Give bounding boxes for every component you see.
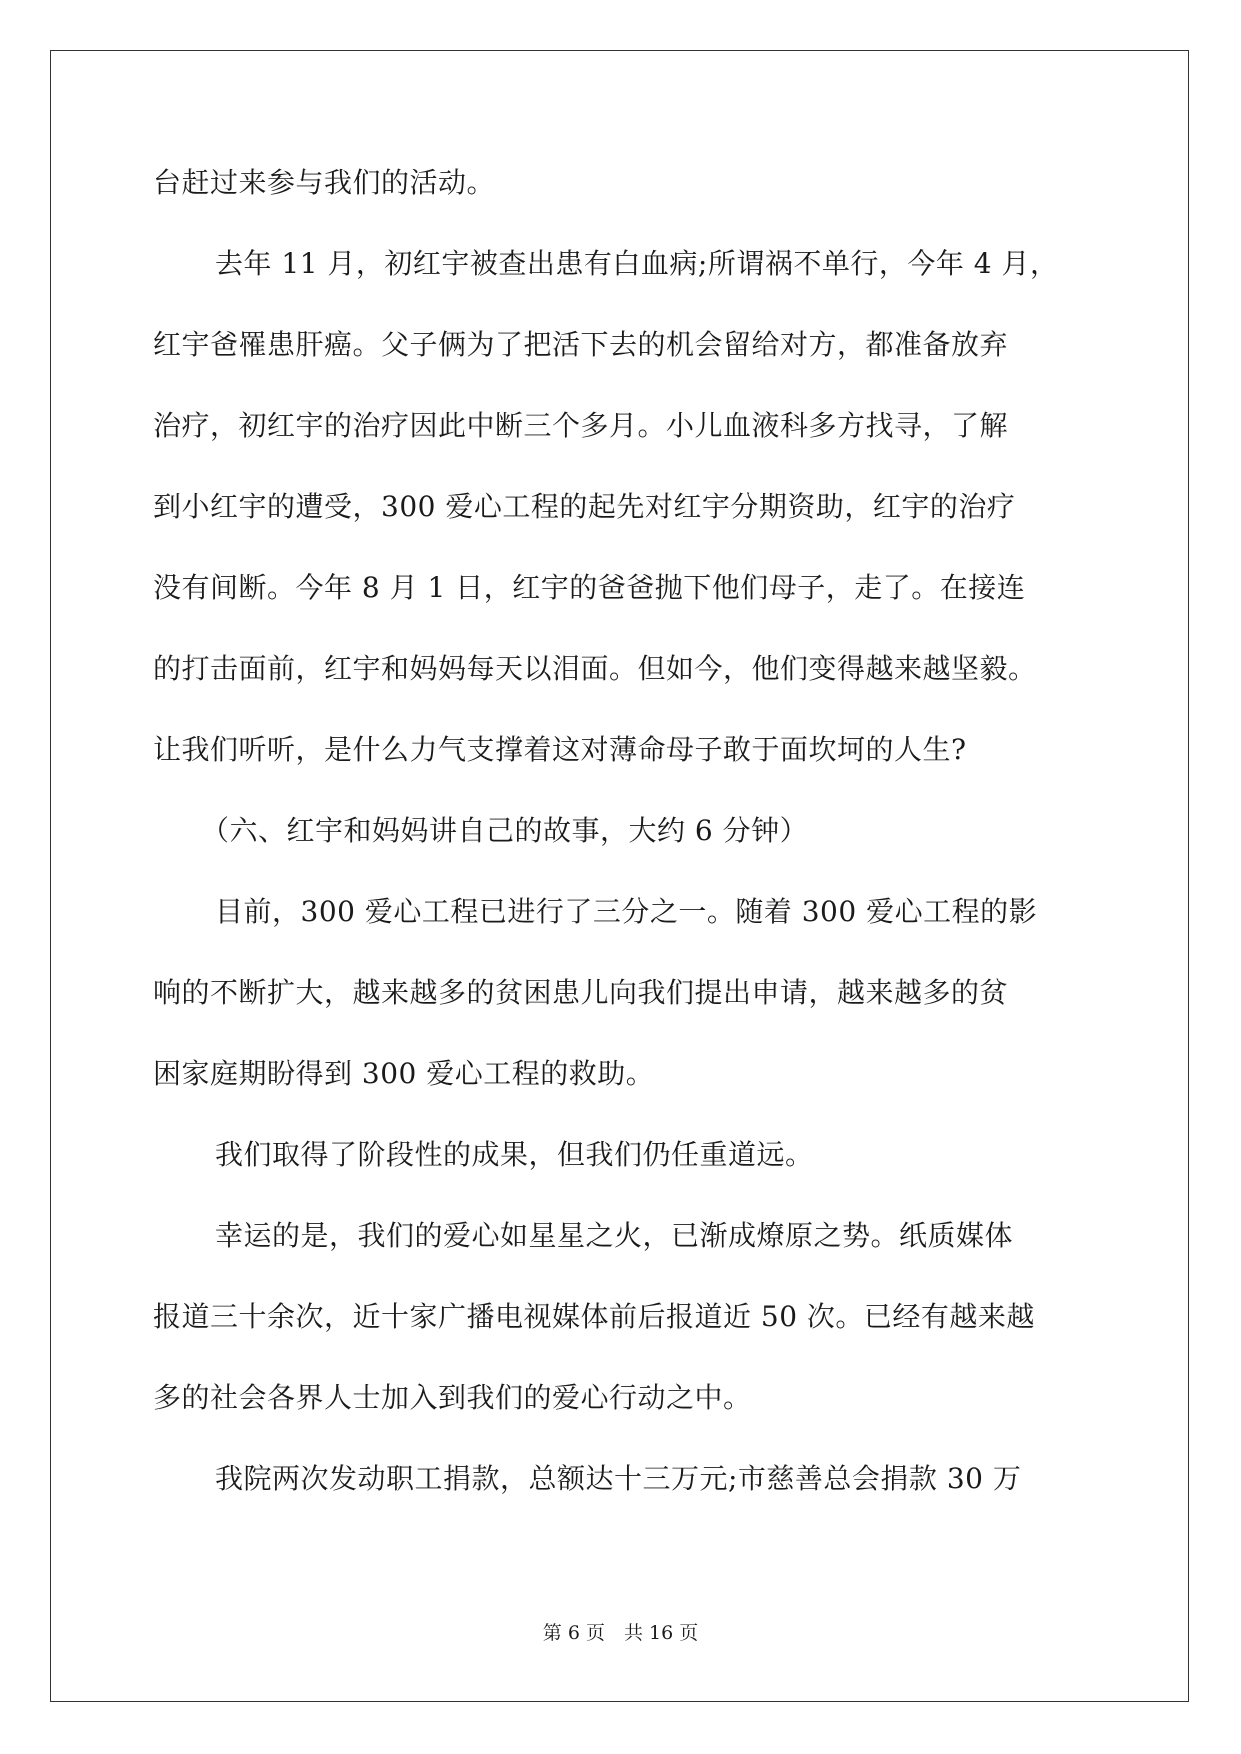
text-line: 响的不断扩大，越来越多的贫困患儿向我们提出申请，越来越多的贫 [153,976,1009,1009]
text-line: 困家庭期盼得到 300 爱心工程的救助。 [153,1057,655,1090]
text-line: 红宇爸罹患肝癌。父子俩为了把活下去的机会留给对方，都准备放弃 [153,328,1009,361]
text-line: 我院两次发动职工捐款，总额达十三万元;市慈善总会捐款 30 万 [215,1462,1022,1495]
text-line: 没有间断。今年 8 月 1 日，红宇的爸爸抛下他们母子，走了。在接连 [153,571,1026,604]
text-line: 到小红宇的遭受，300 爱心工程的起先对红宇分期资助，红宇的治疗 [153,490,1016,523]
text-line: 去年 11 月，初红宇被查出患有白血病;所谓祸不单行，今年 4 月， [215,247,1059,280]
text-line: 台赶过来参与我们的活动。 [153,166,496,199]
text-line: 治疗，初红宇的治疗因此中断三个多月。小儿血液科多方找寻，了解 [153,409,1009,442]
text-line: 的打击面前，红宇和妈妈每天以泪面。但如今，他们变得越来越坚毅。 [153,652,1037,685]
text-line: 多的社会各界人士加入到我们的爱心行动之中。 [153,1381,752,1414]
text-line: （六、红宇和妈妈讲自己的故事，大约 6 分钟） [201,814,809,847]
text-line: 让我们听听，是什么力气支撑着这对薄命母子敢于面坎坷的人生? [153,733,967,766]
page-footer [0,1621,1241,1645]
page-number: 第 6 页 共 16 页 [542,1622,699,1644]
text-line: 报道三十余次，近十家广播电视媒体前后报道近 50 次。已经有越来越 [153,1300,1035,1333]
text-line: 目前，300 爱心工程已进行了三分之一。随着 300 爱心工程的影 [215,895,1038,928]
text-line: 我们取得了阶段性的成果，但我们仍任重道远。 [215,1138,814,1171]
document-body [153,163,1093,1540]
text-line: 幸运的是，我们的爱心如星星之火，已渐成燎原之势。纸质媒体 [215,1219,1014,1252]
